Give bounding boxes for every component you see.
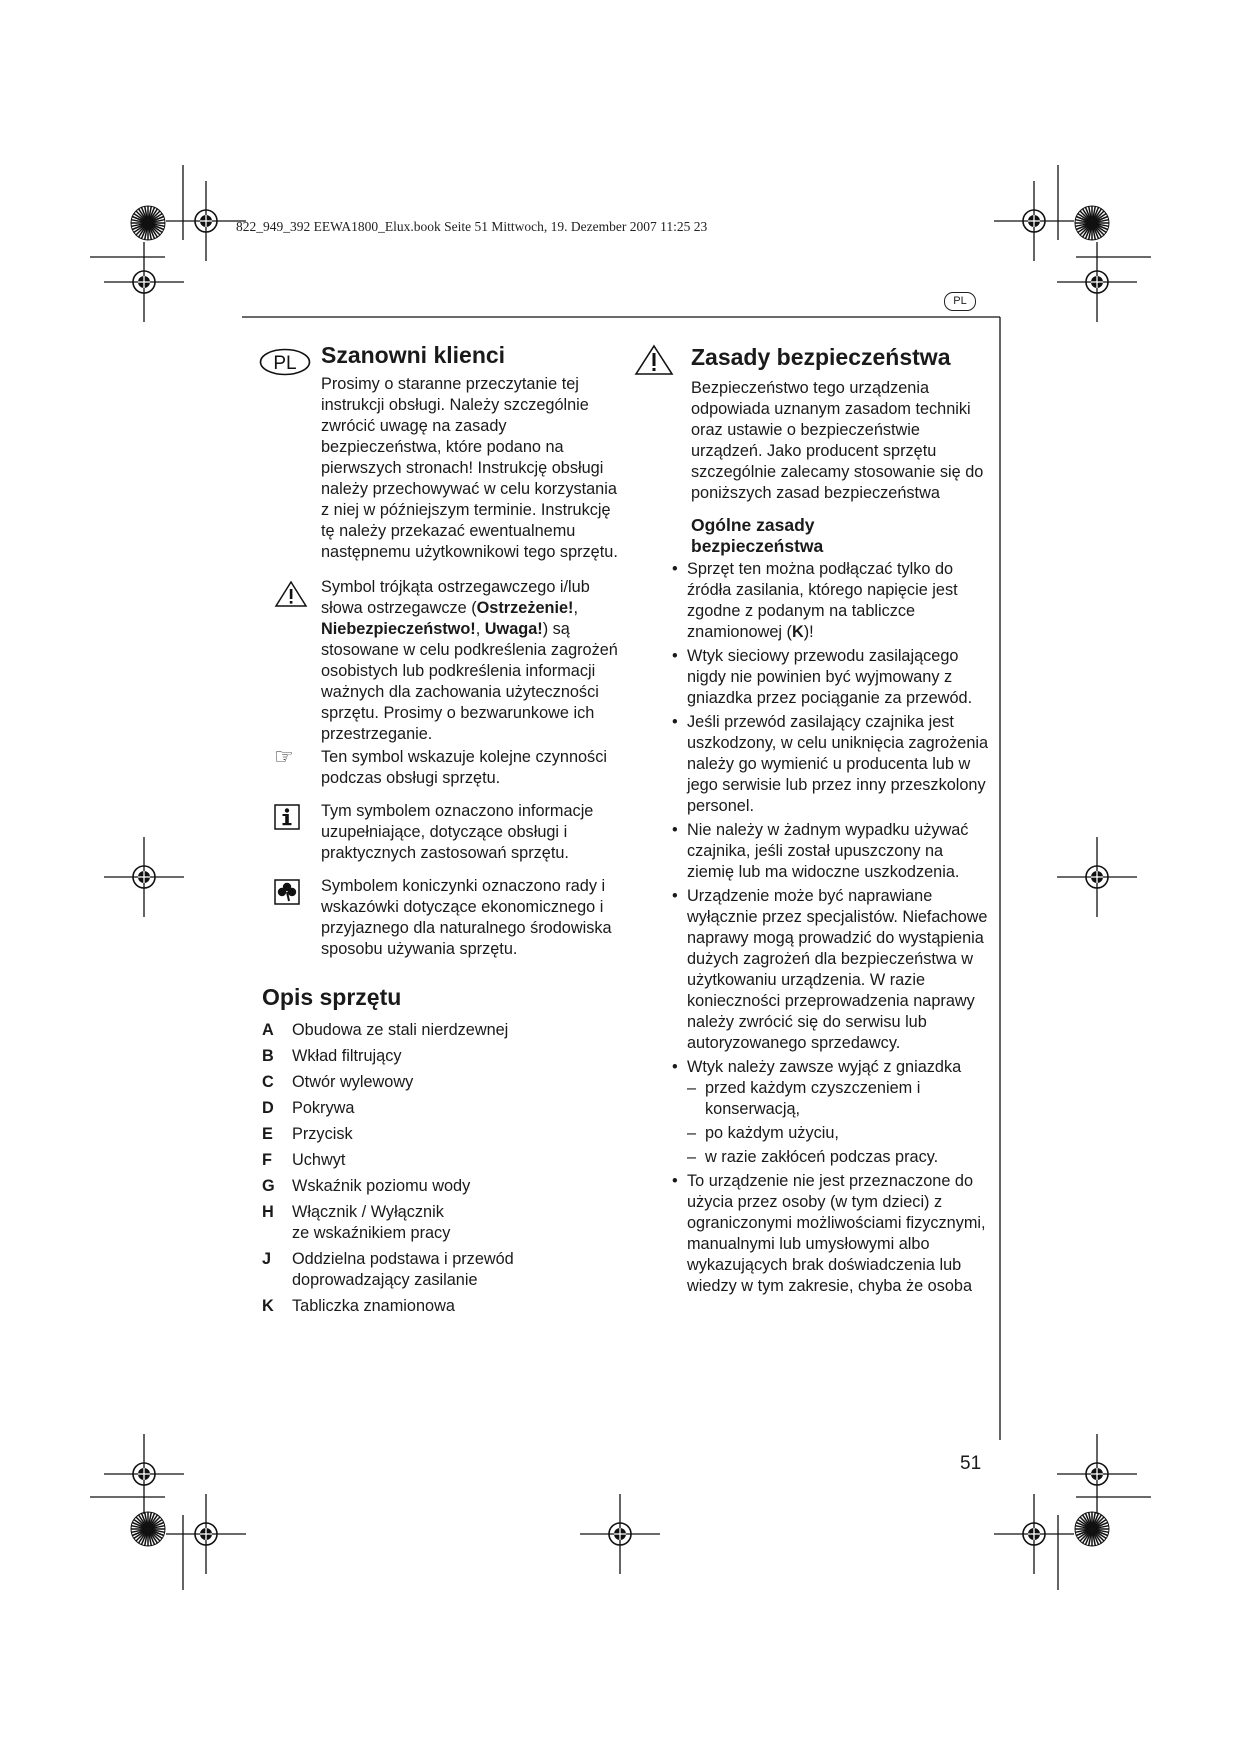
- warning-word-1: Ostrzeżenie!: [476, 599, 574, 617]
- parts-item-k: [262, 1296, 622, 1317]
- part-letter: K: [262, 1297, 274, 1315]
- bullet-1-bold: K: [791, 623, 804, 641]
- warning-triangle-icon: [634, 344, 674, 376]
- part-text: Pokrywa: [292, 1099, 355, 1117]
- pl-language-icon: [259, 348, 311, 376]
- warning-text-pre: Symbol trójkąta ostrzegawczego i/lub słowa ostrzegawcze (: [321, 578, 590, 617]
- parts-item-h: [262, 1202, 622, 1244]
- part-letter: F: [262, 1151, 272, 1169]
- safety-bullet-2: • Wtyk sieciowy przewodu zasilającego nigdy nie powinien być wyjmowany z gniazdka przez pociąganie za przewód.: [632, 646, 992, 709]
- intro-text: Prosimy o staranne przeczytanie tej instrukcji obsługi. Należy szczególnie zwrócić uwagę na zasady bezpieczeństwa, które podano na pierwszych stronach! Instrukcję obsługi należy przechowywać w celu korzystania z niej w późniejszym terminie. Instrukcję tę należy przekazać ewentualnemu następnemu użytkownikowi tego sprzętu.: [321, 375, 618, 561]
- unplug-sub-item: – po każdym użyciu,: [687, 1123, 992, 1144]
- safety-bullet-1: [632, 559, 992, 643]
- warning-symbol-text: [321, 577, 622, 745]
- intro-title: Szanowni klienci: [321, 342, 506, 368]
- language-badge: PL: [944, 292, 976, 311]
- parts-title: Opis sprzętu: [262, 984, 402, 1010]
- left-column: [262, 340, 622, 1317]
- intro-section: [262, 340, 622, 563]
- right-column: [632, 340, 992, 1297]
- part-text: Tabliczka znamionowa: [292, 1297, 455, 1315]
- part-text: Oddzielna podstawa i przewód doprowadzający zasilanie: [292, 1250, 514, 1289]
- warning-sep-2: ,: [475, 620, 485, 638]
- part-text: Uchwyt: [292, 1151, 346, 1169]
- bullet-6-text: Wtyk należy zawsze wyjąć z gniazdka: [687, 1058, 962, 1076]
- warning-triangle-icon: [274, 580, 308, 608]
- part-text: Wkład filtrujący: [292, 1047, 402, 1065]
- part-letter: A: [262, 1021, 274, 1039]
- safety-bullet-4: • Nie należy w żadnym wypadku używać czajnika, jeśli został upuszczony na ziemię lub ma widoczne uszkodzenia.: [632, 820, 992, 883]
- parts-item-j: [262, 1249, 542, 1291]
- info-symbol-row: [262, 801, 622, 864]
- part-letter: J: [262, 1250, 272, 1268]
- part-text: Wskaźnik poziomu wody: [292, 1177, 471, 1195]
- parts-item-a: [262, 1020, 622, 1041]
- warning-word-3: Uwaga!: [484, 620, 543, 638]
- parts-item-d: [262, 1098, 622, 1119]
- bullet-1-text-pre: Sprzęt ten można podłączać tylko do źródła zasilania, którego napięcie jest zgodne z podanym na tabliczce znamionowej (: [687, 560, 958, 641]
- parts-item-e: [262, 1124, 622, 1145]
- parts-item-g: [262, 1176, 622, 1197]
- safety-bullet-6: [632, 1057, 992, 1168]
- part-letter: C: [262, 1073, 274, 1091]
- part-letter: G: [262, 1177, 275, 1195]
- part-letter: B: [262, 1047, 274, 1065]
- safety-title: Zasady bezpieczeństwa: [691, 344, 951, 370]
- warning-symbol-row: [262, 577, 622, 745]
- unplug-sublist: [687, 1078, 992, 1168]
- general-rules-subtitle: Ogólne zasady bezpieczeństwa: [691, 515, 824, 556]
- pointing-hand-icon: ☞: [274, 745, 294, 770]
- part-text: Włącznik / Wyłącznik ze wskaźnikiem pracy: [292, 1203, 451, 1242]
- bullet-1-text-post: )!: [803, 623, 814, 641]
- part-text: Otwór wylewowy: [292, 1073, 414, 1091]
- safety-bullet-3: • Jeśli przewód zasilający czajnika jest uszkodzony, w celu uniknięcia zagrożenia należy go wymienić u producenta lub w jego serwisie lub przez inny przeszkolony personel.: [632, 712, 992, 817]
- safety-bullet-list: [632, 559, 992, 1297]
- info-icon: [274, 804, 300, 830]
- part-letter: E: [262, 1125, 273, 1143]
- part-text: Obudowa ze stali nierdzewnej: [292, 1021, 509, 1039]
- safety-section: [632, 340, 992, 557]
- part-letter: D: [262, 1099, 274, 1117]
- warning-text-post: ) są stosowane w celu podkreślenia zagrożeń osobistych lub podkreślenia informacji ważnych dla zachowania użyteczności sprzętu. Prosimy o bezwarunkowe ich przestrzeganie.: [321, 620, 618, 743]
- hand-symbol-text: Ten symbol wskazuje kolejne czynności podczas obsługi sprzętu.: [321, 748, 607, 787]
- page-number: 51: [960, 1453, 982, 1474]
- clover-symbol-row: [262, 876, 622, 960]
- parts-item-b: [262, 1046, 622, 1067]
- hand-symbol-row: [262, 747, 622, 789]
- print-header: 822_949_392 EEWA1800_Elux.book Seite 51 Mittwoch, 19. Dezember 2007 11:25 23: [236, 219, 708, 234]
- parts-list: [262, 1020, 622, 1317]
- safety-intro: Bezpieczeństwo tego urządzenia odpowiada uznanym zasadom techniki oraz ustawie o bezpieczeństwie urządzeń. Jako producent sprzętu szczególnie zalecamy stosowanie się do poniższych zasad bezpieczeństwa: [691, 379, 984, 502]
- safety-bullet-7: • To urządzenie nie jest przeznaczone do użycia przez osoby (w tym dzieci) z ograniczonymi możliwościami fizycznymi, manualnymi lub umysłowymi albo wykazujących brak doświadczenia lub wiedzy w tym zakresie, chyba że osoba: [632, 1171, 992, 1297]
- info-symbol-text: Tym symbolem oznaczono informacje uzupełniające, dotyczące obsługi i praktycznych zastosowań sprzętu.: [321, 802, 594, 862]
- warning-word-2: Niebezpieczeństwo!: [321, 620, 476, 638]
- unplug-sub-item: – w razie zakłóceń podczas pracy.: [687, 1147, 992, 1168]
- unplug-sub-item: – przed każdym czyszczeniem i konserwacją,: [687, 1078, 992, 1120]
- parts-item-c: [262, 1072, 622, 1093]
- warning-sep-1: ,: [573, 599, 578, 617]
- pl-icon-label: PL: [273, 353, 297, 374]
- part-letter: H: [262, 1203, 274, 1221]
- safety-bullet-5: • Urządzenie może być naprawiane wyłącznie przez specjalistów. Niefachowe naprawy mogą prowadzić do wystąpienia dużych zagrożeń dla bezpieczeństwa w użytkowaniu urządzenia. W razie konieczności przeprowadzenia naprawy należy zwrócić się do serwisu lub autoryzowanego sprzedawcy.: [632, 886, 992, 1054]
- part-text: Przycisk: [292, 1125, 353, 1143]
- clover-icon: [274, 879, 300, 905]
- clover-symbol-text: Symbolem koniczynki oznaczono rady i wskazówki dotyczące ekonomicznego i przyjaznego dla naturalnego środowiska sposobu używania sprzętu.: [321, 877, 612, 958]
- parts-item-f: [262, 1150, 622, 1171]
